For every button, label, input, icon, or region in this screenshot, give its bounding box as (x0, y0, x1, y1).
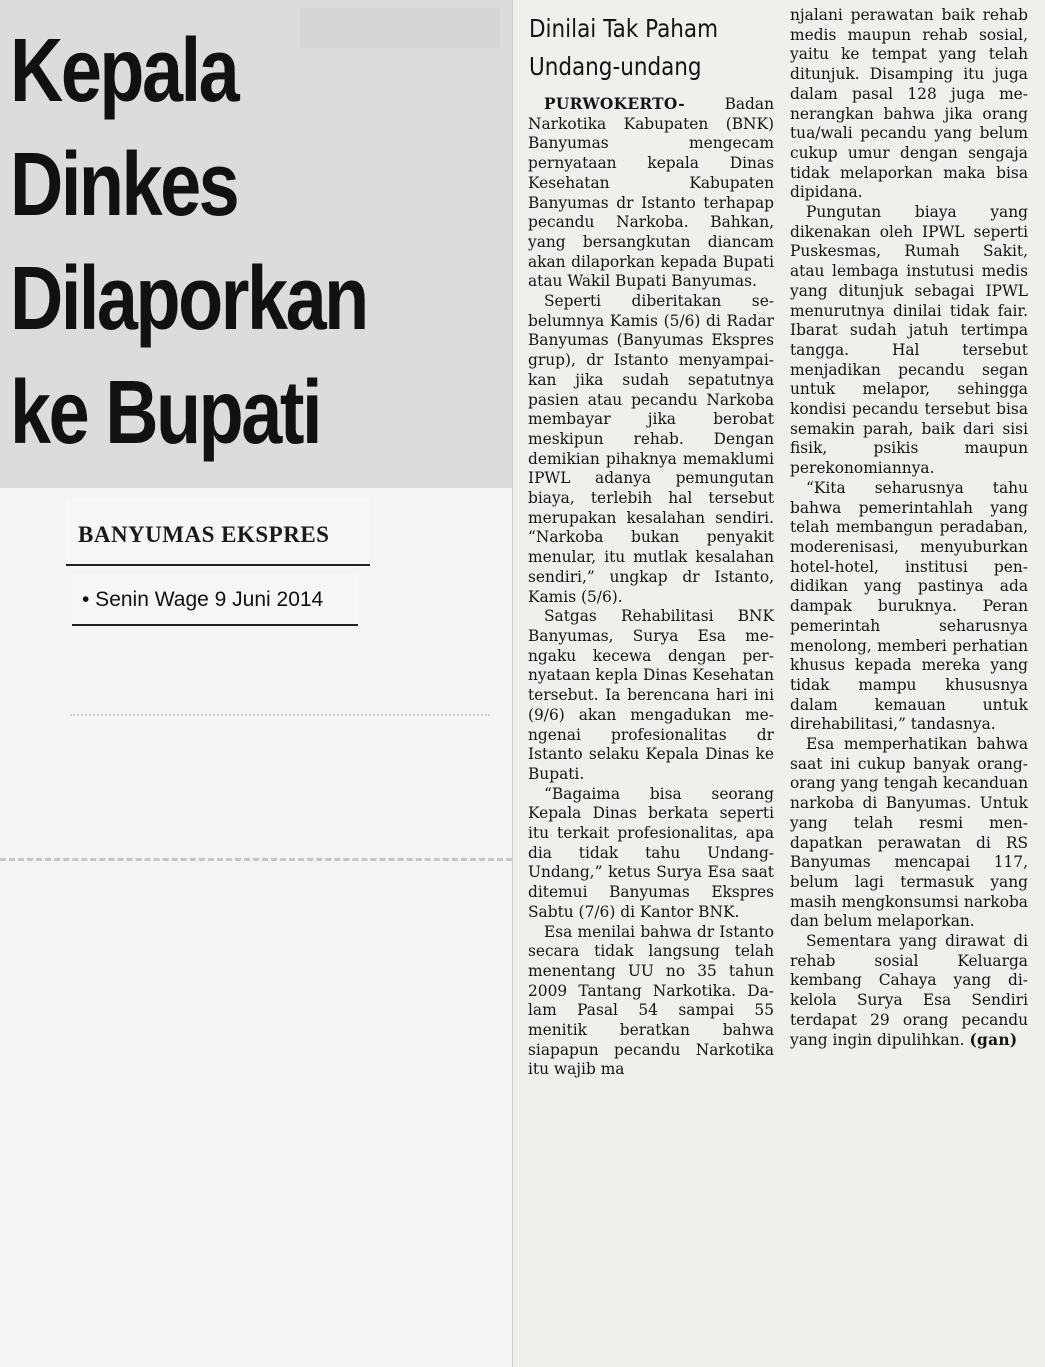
paragraph (528, 95, 774, 292)
paragraph: Satgas Rehabilitasi BNK Banyumas, Surya Esa mengaku kecewa dengan pernyataan kepla Dinas Kesehatan tersebut. Ia berencana hari ini (9/6) akan mengadukan mengenai profesionalitas dr Istanto selaku Kepala Dinas ke Bupati. (528, 607, 774, 783)
headline-line: Kepala (10, 21, 238, 121)
paragraph: njalani perawatan baik rehab medis maupun rehab sosial, yaitu ke tempat yang telah ditunjuk. Disamping itu juga dalam pasal 128 juga menerangkan bahwa jika orang tua/wali pecandu yang belum cukup umur dengan sengaja tidak melaporkan maka bisa dipidana. (790, 6, 1028, 202)
headline-line: Dilaporkan (10, 249, 367, 349)
paragraph: “Bagaima bisa seorang Kepala Dinas berkata seperti itu terkait profesionalitas, apa dia tidak tahu Undang-Undang,” ketus Surya Esa saat ditemui Banyumas Ekspres Sabtu (7/6) di Kantor BNK. (528, 784, 774, 921)
subheading-line: Dinilai Tak Paham (529, 14, 719, 43)
article-column-1 (528, 95, 774, 1080)
headline (10, 14, 420, 470)
faded-bracket-smudge (70, 700, 490, 716)
paragraph: Seperti diberitakan sebelumnya Kamis (5/6) di Radar Banyumas (Banyumas Ekspres grup), dr Istanto menyampaikan jika sudah sepatutnya pasien atau pecandu Narkoba membayar jika berobat meskipun rehab. Dengan demikian pihaknya memaklumi IPWL adanya pemungutan biaya, terlebih hal tersebut merupakan kesalahan sendiri. “Narkoba bukan penyakit menular, itu mutlak kesalahan sendiri,” ungkap dr Istanto, Kamis (5/6). (528, 292, 774, 606)
paragraph-text: Sementara yang dirawat di rehab sosial Keluarga kembang Cahaya yang dikelola Surya Esa Sendiri terdapat 29 orang pecandu yang ingin dipulihkan. (790, 932, 1028, 1049)
paragraph-text: Badan Narkotika Kabupaten (BNK) Banyumas mengecam pernyataan kepala Dinas Kesehatan Kabupaten Banyumas dr Istanto terhapap pecandu Narkoba. Bahkan, yang bersangkutan diancam akan dilaporkan kepada Bupati atau Wakil Bupati Banyumas. (528, 95, 774, 291)
headline-line: Dinkes (10, 135, 238, 235)
newspaper-name-label (66, 498, 370, 566)
dashed-divider (0, 858, 512, 861)
newspaper-name: BANYUMAS EKSPRES (78, 522, 330, 547)
dateline: PURWOKERTO- (544, 95, 685, 113)
paragraph: Esa memperhatikan bahwa saat ini cukup banyak orang-orang yang tengah kecanduan narkoba di Banyumas. Untuk yang telah resmi mendapatkan perawatan di RS Banyumas mencapai 117, belum lagi termasuk yang masih mengkonsumsi narkoba dan belum melaporkan. (790, 735, 1028, 931)
subheading-line: Undang-undang (529, 52, 702, 81)
publication-date: • Senin Wage 9 Juni 2014 (82, 588, 324, 611)
paragraph: “Kita seharusnya tahu bahwa pemerintahlah yang telah membangun peradaban, moderenisasi, menyuburkan hotel-hotel, institusi pendidikan yang pastinya ada dampak buruknya. Peran pemerintah seharusnya menolong, memberi perhatian khusus kepada mereka yang tidak mampu khususnya dalam kemauan untuk direhabilitasi,” tandasnya. (790, 478, 1028, 734)
publication-date-label (72, 574, 358, 626)
paragraph: Esa menilai bahwa dr Istanto secara tidak langsung telah menentang UU no 35 tahun 2009 Tantang Narkotika. Dalam Pasal 54 sampai 55 menitik beratkan bahwa siapapun pecandu Narkotika itu wajib ma (528, 922, 774, 1079)
subheading (529, 10, 735, 86)
article-column-2 (790, 6, 1028, 1050)
paragraph (790, 932, 1028, 1050)
byline: (gan) (969, 1030, 1018, 1049)
headline-line: ke Bupati (10, 363, 321, 463)
paragraph: Pungutan biaya yang dikenakan oleh IPWL seperti Puskesmas, Rumah Sakit, atau lembaga instutusi medis yang ditunjuk sebagai IPWL menurutnya dinilai tidak fair. Ibarat sudah jatuh tertimpa tangga. Hal tersebut menjadikan pecandu segan untuk melapor, sehingga kondisi pecandu tersebut bisa semakin parah, baik dari sisi fisik, psikis maupun perekonomiannya. (790, 203, 1028, 478)
